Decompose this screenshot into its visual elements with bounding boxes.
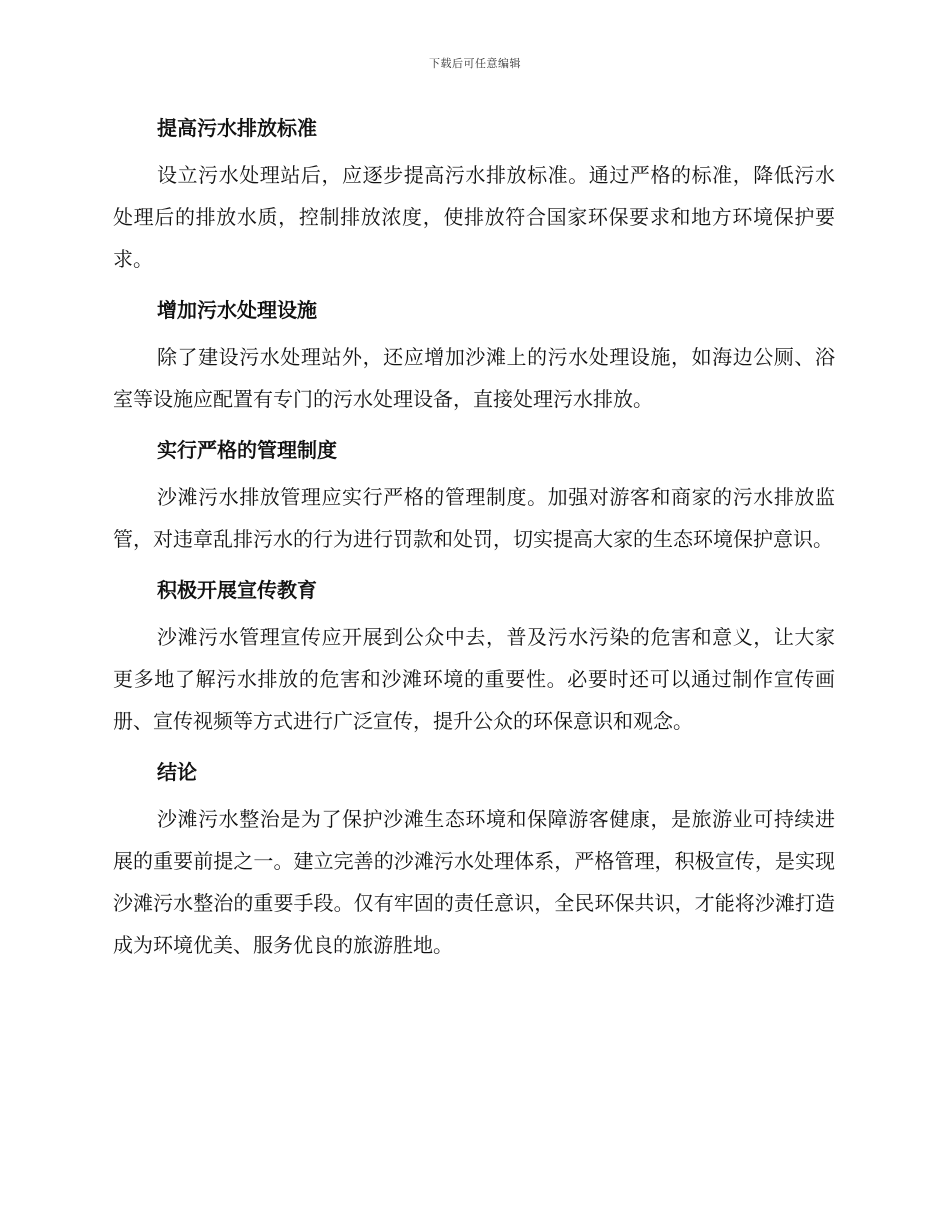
section-body-management: 沙滩污水排放管理应实行严格的管理制度。加强对游客和商家的污水排放监管，对违章乱排污水的行为进行罚款和处罚，切实提高大家的生态环境保护意识。 [113, 485, 835, 551]
section-body-raise-standards: 设立污水处理站后，应逐步提高污水排放标准。通过严格的标准，降低污水处理后的排放水质，控制排放浓度，使排放符合国家环保要求和地方环境保护要求。 [113, 163, 835, 271]
section-heading-raise-standards: 提高污水排放标准 [157, 116, 317, 140]
section-heading-management: 实行严格的管理制度 [157, 438, 337, 462]
section-body-add-facilities: 除了建设污水处理站外，还应增加沙滩上的污水处理设施，如海边公厕、浴室等设施应配置有专门的污水处理设备，直接处理污水排放。 [113, 345, 835, 411]
section-heading-add-facilities: 增加污水处理设施 [157, 298, 317, 322]
document-content [113, 108, 835, 976]
section-body-conclusion: 沙滩污水整治是为了保护沙滩生态环境和保障游客健康，是旅游业可持续进展的重要前提之一。建立完善的沙滩污水处理体系，严格管理，积极宣传，是实现沙滩污水整治的重要手段。仅有牢固的责任意识，全民环保共识，才能将沙滩打造成为环境优美、服务优良的旅游胜地。 [113, 807, 835, 957]
section-body-education: 沙滩污水管理宣传应开展到公众中去，普及污水污染的危害和意义，让大家更多地了解污水排放的危害和沙滩环境的重要性。必要时还可以通过制作宣传画册、宣传视频等方式进行广泛宣传，提升公众的环保意识和观念。 [113, 625, 835, 733]
section-heading-education: 积极开展宣传教育 [157, 578, 317, 602]
page-header: 下载后可任意编辑 [429, 57, 521, 70]
section-heading-conclusion: 结论 [157, 760, 197, 784]
